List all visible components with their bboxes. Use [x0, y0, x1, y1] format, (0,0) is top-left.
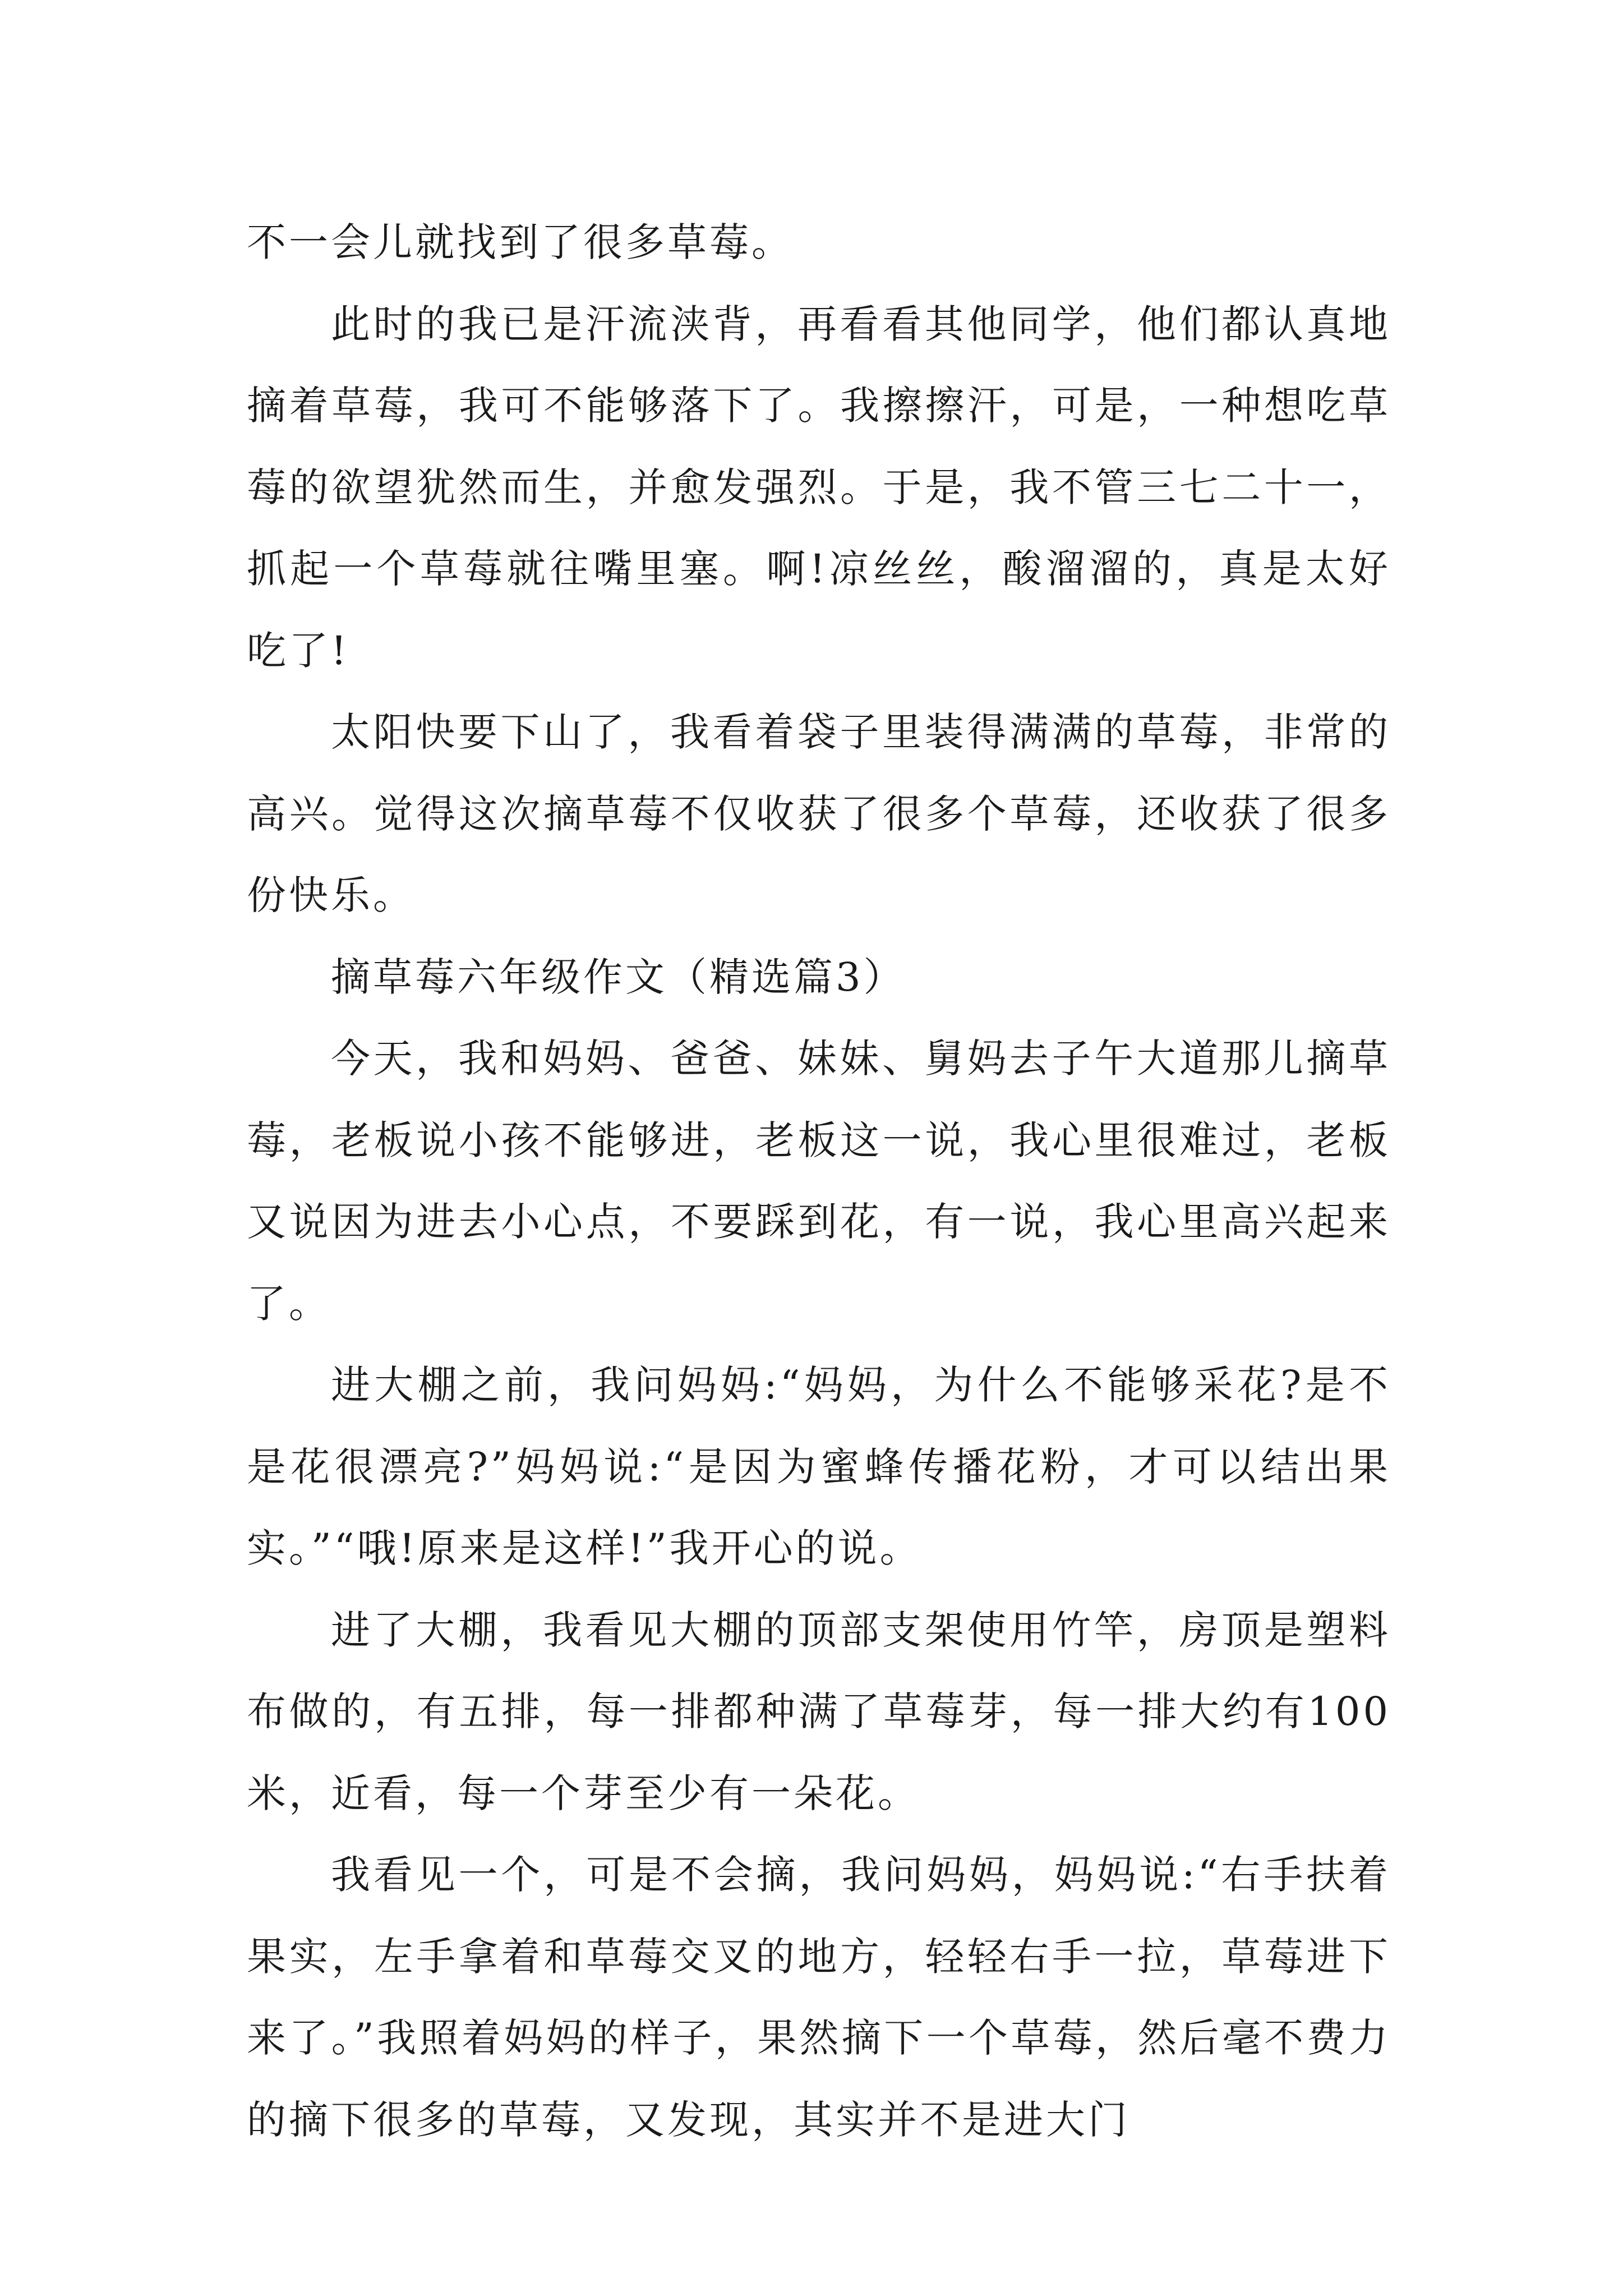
paragraph: 进大棚之前，我问妈妈:“妈妈，为什么不能够采花?是不是花很漂亮?”妈妈说:“是因为蜜蜂传播花粉，才可以结出果实。”“哦!原来是这样!”我开心的说。 [247, 1362, 1391, 1571]
section-title: 摘草莓六年级作文（精选篇3） [331, 954, 906, 1000]
paragraph: 太阳快要下山了，我看着袋子里装得满满的草莓，非常的高兴。觉得这次摘草莓不仅收获了很多个草莓，还收获了很多份快乐。 [247, 709, 1391, 918]
paragraph-continuation: 不一会儿就找到了很多草莓。 [247, 219, 794, 265]
paragraph: 我看见一个，可是不会摘，我问妈妈，妈妈说:“右手扶着果实，左手拿着和草莓交叉的地方，轻轻右手一拉，草莓进下来了。”我照着妈妈的样子，果然摘下一个草莓，然后毫不费力的摘下很多的草莓，又发现，其实并不是进大门 [247, 1852, 1391, 2143]
essay-body [247, 202, 1391, 2161]
paragraph: 进了大棚，我看见大棚的顶部支架使用竹竿，房顶是塑料布做的，有五排，每一排都种满了草莓芽，每一排大约有100米，近看，每一个芽至少有一朵花。 [247, 1607, 1391, 1816]
paragraph: 此时的我已是汗流浃背，再看看其他同学，他们都认真地摘着草莓，我可不能够落下了。我擦擦汗，可是，一种想吃草莓的欲望犹然而生，并愈发强烈。于是，我不管三七二十一，抓起一个草莓就往嘴里塞。啊!凉丝丝，酸溜溜的，真是太好吃了! [247, 301, 1391, 674]
paragraph: 今天，我和妈妈、爸爸、妹妹、舅妈去子午大道那儿摘草莓，老板说小孩不能够进，老板这一说，我心里很难过，老板又说因为进去小心点，不要踩到花，有一说，我心里高兴起来了。 [247, 1036, 1391, 1327]
